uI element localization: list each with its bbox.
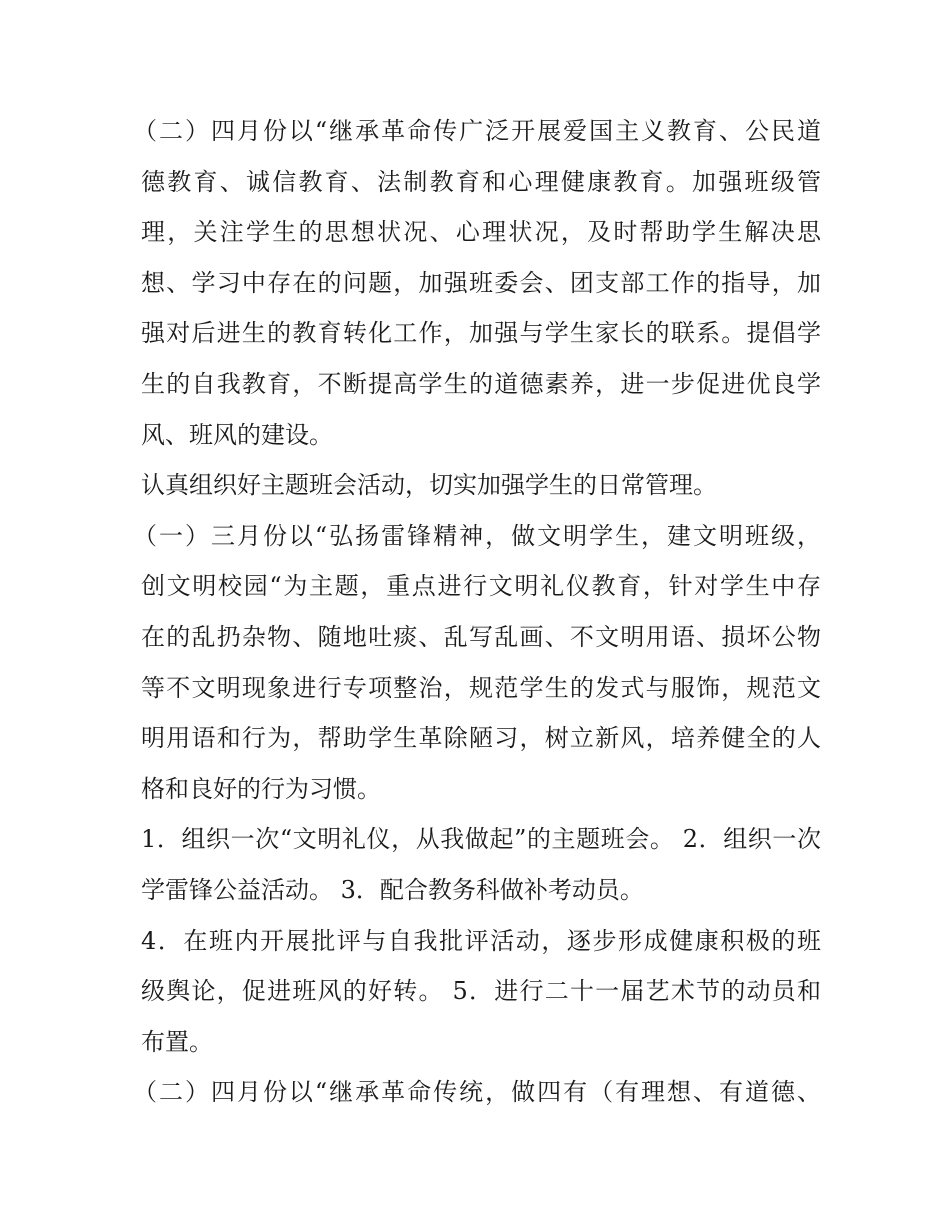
text-line-18: 级舆论，促进班风的好转。 5．进行二十一届艺术节的动员和 bbox=[141, 977, 821, 1006]
text-line-3: 理，关注学生的思想状况、心理状况，及时帮助学生解决思 bbox=[141, 218, 821, 247]
text-line-1: （二）四月份以“继承革命传广泛开展爱国主义教育、公民道 bbox=[133, 117, 821, 145]
text-line-14: 格和良好的行为习惯。 bbox=[141, 774, 381, 803]
document-body bbox=[133, 106, 821, 1118]
text-line-13: 明用语和行为，帮助学生革除陋习，树立新风，培养健全的人 bbox=[141, 724, 821, 753]
text-line-16: 学雷锋公益活动。 3．配合教务科做补考动员。 bbox=[141, 875, 644, 904]
text-line-19: 布置。 bbox=[141, 1027, 213, 1056]
text-line-7: 风、班风的建设。 bbox=[141, 420, 333, 449]
text-line-2: 德教育、诚信教育、法制教育和心理健康教育。加强班级管 bbox=[141, 167, 821, 196]
text-line-12: 等不文明现象进行专项整治，规范学生的发式与服饰，规范文 bbox=[141, 673, 821, 702]
text-line-5: 强对后进生的教育转化工作，加强与学生家长的联系。提倡学 bbox=[141, 319, 821, 348]
text-line-11: 在的乱扔杂物、随地吐痰、乱写乱画、不文明用语、损坏公物 bbox=[141, 622, 821, 651]
text-line-15: 1．组织一次“文明礼仪，从我做起”的主题班会。 2．组织一次 bbox=[141, 825, 821, 854]
text-line-9: （一）三月份以“弘扬雷锋精神，做文明学生，建文明班级， bbox=[133, 521, 821, 550]
text-line-4: 想、学习中存在的问题，加强班委会、团支部工作的指导，加 bbox=[141, 268, 821, 297]
text-line-8: 认真组织好主题班会活动，切实加强学生的日常管理。 bbox=[141, 471, 717, 500]
text-line-10: 创文明校园“为主题，重点进行文明礼仪教育，针对学生中存 bbox=[141, 572, 821, 601]
text-line-20: （二）四月份以“继承革命传统，做四有（有理想、有道德、 bbox=[133, 1078, 821, 1107]
text-line-17: 4．在班内开展批评与自我批评活动，逐步形成健康积极的班 bbox=[141, 926, 821, 955]
text-line-6: 生的自我教育，不断提高学生的道德素养，进一步促进优良学 bbox=[141, 369, 821, 398]
